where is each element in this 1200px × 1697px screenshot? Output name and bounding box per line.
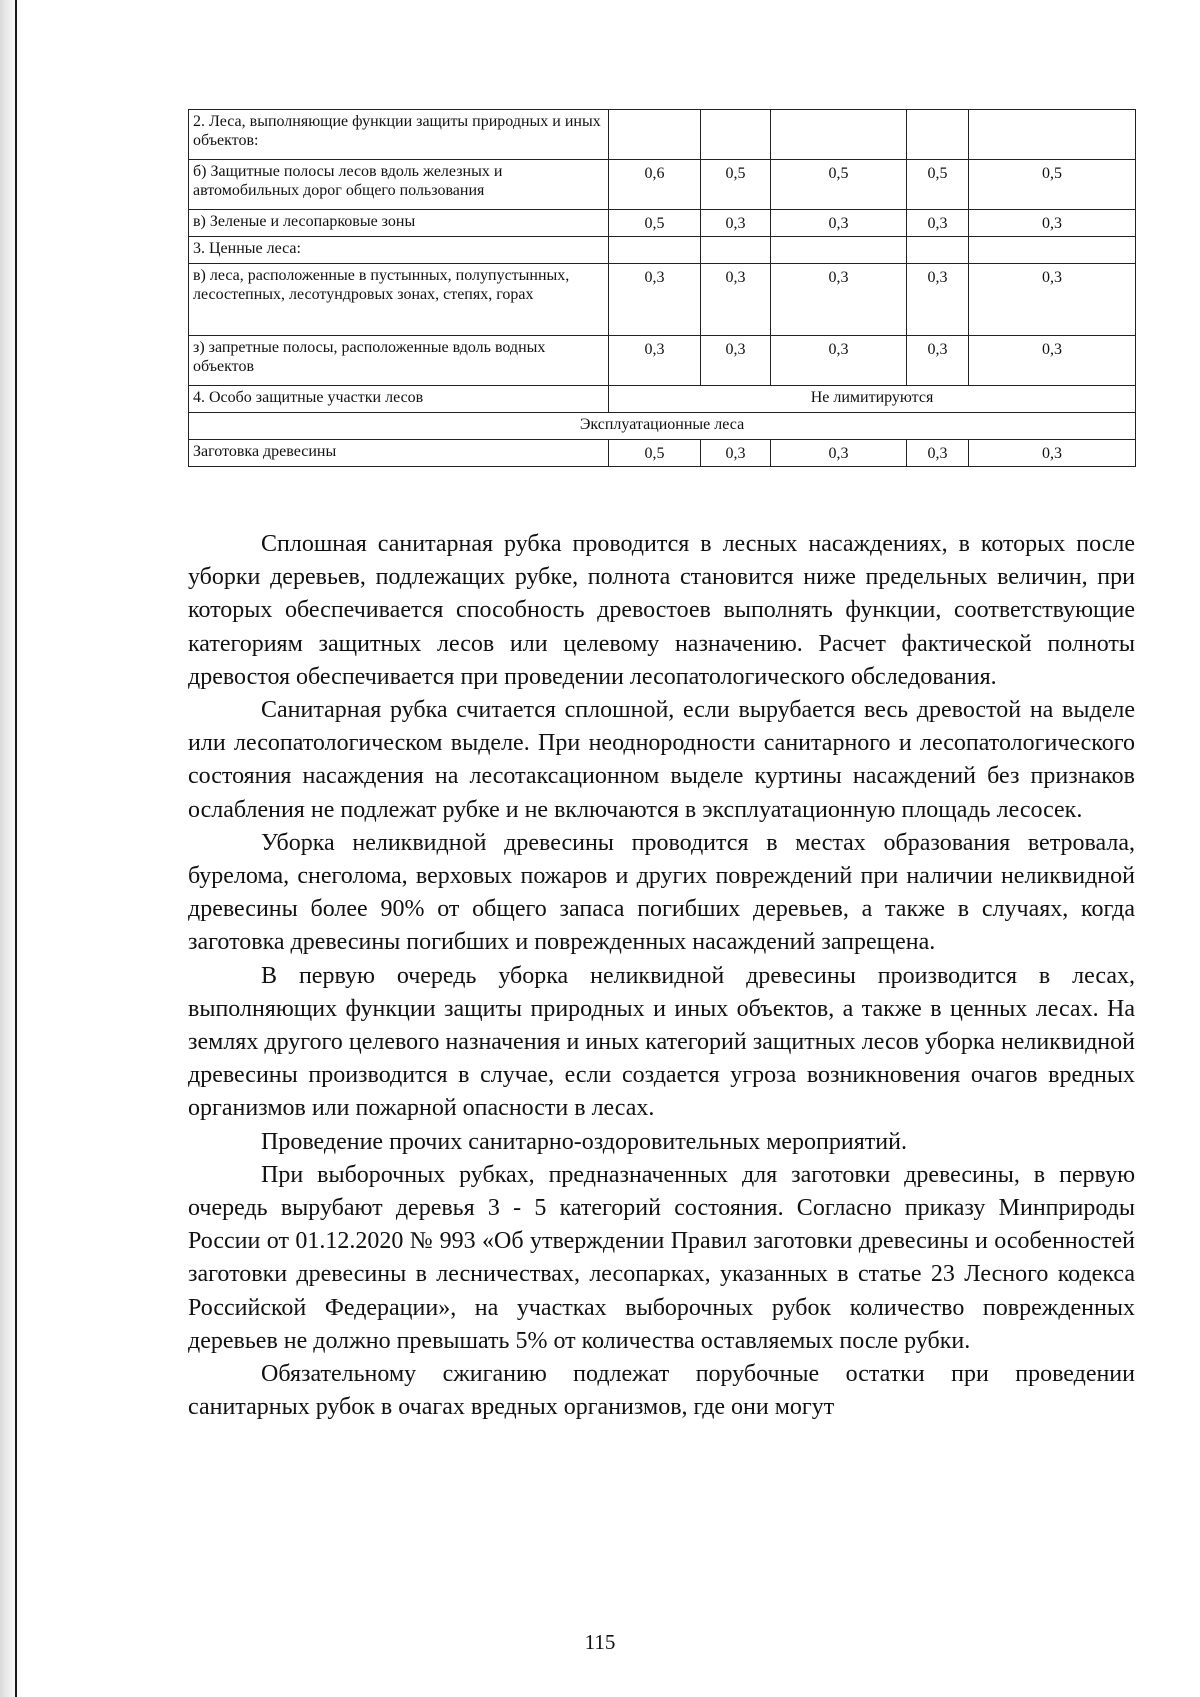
paragraph: Обязательному сжиганию подлежат порубочные остатки при проведении санитарных рубок в очагах вредных организмов, где они могут [188,1361,1135,1421]
table-cell: 0,3 [907,336,969,386]
table-cell: 0,3 [609,264,701,336]
table-cell: в) леса, расположенные в пустынных, полупустынных, лесостепных, лесотундровых зонах, степях, горах [189,264,609,336]
table-cell: 0,3 [701,336,771,386]
table-cell: 0,3 [969,336,1136,386]
table-cell: з) запретные полосы, расположенные вдоль водных объектов [189,336,609,386]
table-row [189,264,1136,336]
table-cell [907,237,969,264]
table-cell: 2. Леса, выполняющие функции защиты природных и иных объектов: [189,110,609,160]
table-row [189,160,1136,210]
table-cell: 0,3 [771,210,907,237]
table-cell [771,110,907,160]
paragraph: Проведение прочих санитарно-оздоровительных мероприятий. [261,1128,907,1155]
table-cell: 0,6 [609,160,701,210]
table-row [189,336,1136,386]
norms-table-wrapper [188,109,1135,467]
table-cell: 4. Особо защитные участки лесов [189,386,609,413]
table-cell: 0,3 [771,336,907,386]
table-section-header [189,413,1136,440]
table-cell [969,237,1136,264]
table-cell [701,237,771,264]
table-cell: 0,3 [907,264,969,336]
norms-table [188,109,1136,467]
paragraph: При выборочных рубках, предназначенных для заготовки древесины, в первую очередь вырубают деревья 3 - 5 категорий состояния. Согласно приказу Минприроды России от 01.12.2020 № 993 «Об утверждении Правил заготовки древесины и особенностей заготовки древесины в лесничествах, лесопарках, указанных в статье 23 Лесного кодекса Российской Федерации», на участках выборочных рубок количество поврежденных деревьев не должно превышать 5% от количества оставляемых после рубки. [188,1161,1135,1354]
table-row [189,210,1136,237]
table-cell: 0,3 [701,264,771,336]
table-cell: 0,3 [907,210,969,237]
table-row [189,440,1136,467]
table-cell: Не лимитируются [609,386,1136,413]
table-cell: 0,3 [969,264,1136,336]
table-cell: 0,5 [771,160,907,210]
table-cell: Заготовка древесины [189,440,609,467]
table-cell: 0,5 [969,160,1136,210]
paragraph: В первую очередь уборка неликвидной древесины производится в лесах, выполняющих функции защиты природных и иных объектов, а также в ценных лесах. На землях другого целевого назначения и иных категорий защитных лесов уборка неликвидной древесины производится в случае, если создается угроза возникновения очагов вредных организмов или пожарной опасности в лесах. [188,962,1135,1122]
table-cell: Эксплуатационные леса [189,413,1136,440]
table-cell: 0,3 [969,440,1136,467]
table-cell: 0,3 [609,336,701,386]
norms-table-body [189,110,1136,467]
scan-edge [0,0,22,1697]
table-row [189,386,1136,413]
table-cell [969,110,1136,160]
table-cell: 0,3 [907,440,969,467]
page-number: 115 [584,1630,616,1654]
paragraph: Уборка неликвидной древесины проводится в местах образования ветровала, бурелома, снеголома, верховых пожаров и других повреждений при наличии неликвидной древесины более 90% от общего запаса погибших деревьев, а также в случаях, когда заготовка древесины погибших и поврежденных насаждений запрещена. [188,829,1135,956]
table-row [189,237,1136,264]
table-cell: 0,5 [609,440,701,467]
table-cell [609,110,701,160]
table-cell: в) Зеленые и лесопарковые зоны [189,210,609,237]
table-cell [907,110,969,160]
table-cell [771,237,907,264]
table-row [189,110,1136,160]
table-cell: 0,3 [771,264,907,336]
body-text [188,528,1135,1424]
table-cell [701,110,771,160]
table-cell: 0,3 [701,210,771,237]
table-cell [609,237,701,264]
table-cell: 0,5 [609,210,701,237]
table-cell: 0,3 [969,210,1136,237]
paragraph: Сплошная санитарная рубка проводится в лесных насаждениях, в которых после уборки деревьев, подлежащих рубке, полнота становится ниже предельных величин, при которых обеспечивается способность древостоев выполнять функции, соответствующие категориям защитных лесов или целевому назначению. Расчет фактической полноты древостоя обеспечивается при проведении лесопатологического обследования. [188,531,1135,690]
table-cell: 0,5 [701,160,771,210]
table-cell: 3. Ценные леса: [189,237,609,264]
table-cell: 0,3 [771,440,907,467]
table-cell: б) Защитные полосы лесов вдоль железных и автомобильных дорог общего пользования [189,160,609,210]
table-cell: 0,3 [701,440,771,467]
paragraph: Санитарная рубка считается сплошной, если вырубается весь древостой на выделе или лесопатологическом выделе. При неоднородности санитарного и лесопатологического состояния насаждения на лесотаксационном выделе куртины насаждений без признаков ослабления не подлежат рубке и не включаются в эксплуатационную площадь лесосек. [188,697,1135,823]
table-cell: 0,5 [907,160,969,210]
